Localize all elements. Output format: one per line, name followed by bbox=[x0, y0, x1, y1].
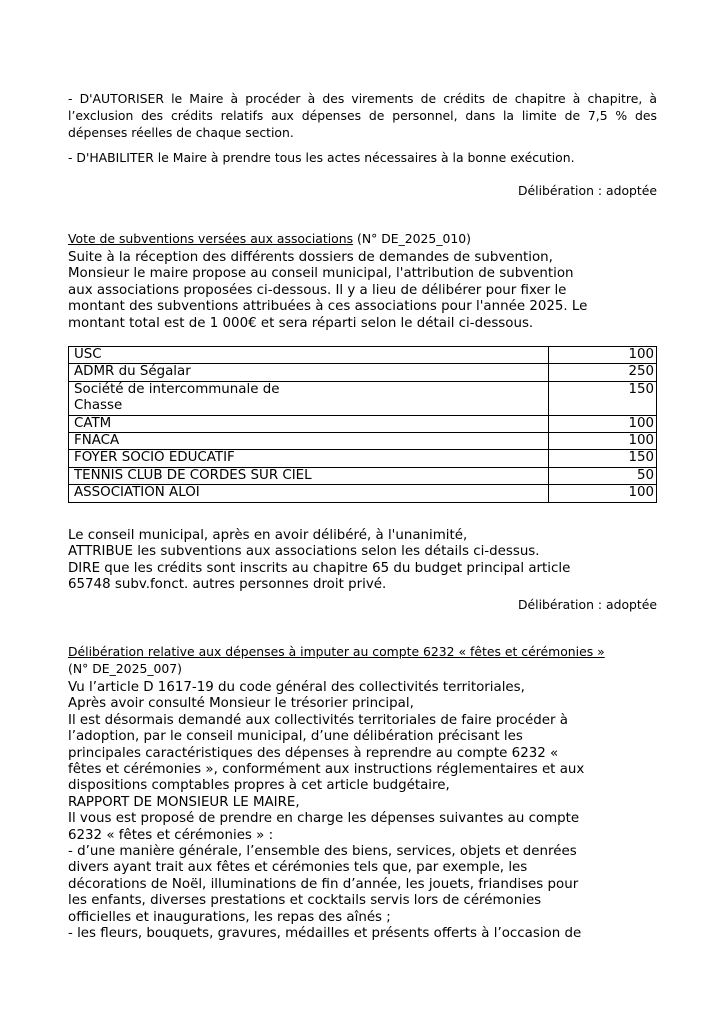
body-line: montant des subventions attribuées à ces associations pour l'année 2025. Le bbox=[68, 299, 588, 315]
table-row bbox=[69, 347, 657, 364]
subsidy-amount: 250 bbox=[549, 364, 657, 381]
section-ref: (N° DE_2025_010) bbox=[353, 231, 471, 246]
body-line: montant total est de 1 000€ et sera réparti selon le détail ci-dessous. bbox=[68, 315, 534, 331]
body-line: - les fleurs, bouquets, gravures, médailles et présents offerts à l’occasion de bbox=[68, 926, 582, 942]
subsidy-amount: 100 bbox=[549, 347, 657, 364]
section-title bbox=[68, 643, 657, 677]
association-name: FOYER SOCIO EDUCATIF bbox=[69, 450, 549, 467]
subsidies-table bbox=[68, 346, 657, 503]
body-line: officielles et inaugurations, les repas des aînés ; bbox=[68, 909, 391, 925]
subsidy-amount: 150 bbox=[549, 381, 657, 415]
deliberation-result: Délibération : adoptée bbox=[517, 183, 657, 198]
section-title-text: Délibération relative aux dépenses à imputer au compte 6232 « fêtes et cérémonies » bbox=[68, 644, 605, 659]
section-conclusion bbox=[68, 528, 657, 594]
authorize-paragraph: - D'AUTORISER le Maire à procéder à des virements de crédits de chapitre à chapitre, à l’exclusion des crédits relatifs aux dépenses de personnel, dans la limite de 7,5 % des dépenses réelles de chaque section. bbox=[68, 91, 657, 140]
body-line: fêtes et cérémonies », conformément aux instructions réglementaires et aux bbox=[68, 762, 585, 778]
association-name: TENNIS CLUB DE CORDES SUR CIEL bbox=[69, 467, 549, 484]
section-title bbox=[68, 230, 657, 247]
body-line: aux associations proposées ci-dessous. Il y a lieu de délibérer pour fixer le bbox=[68, 282, 567, 298]
table-row bbox=[69, 415, 657, 432]
body-line: Après avoir consulté Monsieur le trésorier principal, bbox=[68, 696, 414, 712]
body-line: Suite à la réception des différents dossiers de demandes de subvention, bbox=[68, 250, 553, 265]
body-line: les enfants, diverses prestations et cocktails servis lors de cérémonies bbox=[68, 893, 542, 909]
subsidy-amount: 100 bbox=[549, 485, 657, 502]
table-row bbox=[69, 450, 657, 467]
body-line: divers ayant trait aux fêtes et cérémonies tels que, par exemple, les bbox=[68, 860, 528, 876]
conclusion-line: Le conseil municipal, après en avoir délibéré, à l'unanimité, bbox=[68, 528, 468, 543]
body-line: - d’une manière générale, l’ensemble des biens, services, objets et denrées bbox=[68, 844, 577, 860]
conclusion-line: DIRE que les crédits sont inscrits au chapitre 65 du budget principal article bbox=[68, 560, 571, 576]
body-line: décorations de Noël, illuminations de fin d’année, les jouets, friandises pour bbox=[68, 876, 579, 892]
association-name: USC bbox=[69, 347, 549, 364]
section-title-text: Vote de subventions versées aux associations bbox=[68, 231, 354, 246]
body-line: Monsieur le maire propose au conseil municipal, l'attribution de subvention bbox=[68, 266, 574, 282]
subsidy-amount: 50 bbox=[549, 467, 657, 484]
association-name: FNACA bbox=[69, 433, 549, 450]
subsidy-amount: 100 bbox=[549, 433, 657, 450]
body-line: RAPPORT DE MONSIEUR LE MAIRE, bbox=[68, 794, 300, 810]
section-body bbox=[68, 250, 657, 332]
association-name: Société de intercommunale de Chasse bbox=[69, 381, 549, 415]
section-body bbox=[68, 680, 657, 943]
subsidy-amount: 100 bbox=[549, 415, 657, 432]
association-name: ASSOCIATION ALOI bbox=[69, 485, 549, 502]
table-row bbox=[69, 364, 657, 381]
table-row bbox=[69, 433, 657, 450]
deliberation-result: Délibération : adoptée bbox=[517, 597, 657, 612]
habilitate-paragraph: - D'HABILITER le Maire à prendre tous les actes nécessaires à la bonne exécution. bbox=[68, 150, 575, 165]
conclusion-line: ATTRIBUE les subventions aux associations selon les détails ci-dessus. bbox=[68, 544, 540, 560]
table-row bbox=[69, 381, 657, 415]
conclusion-line: 65748 subv.fonct. autres personnes droit privé. bbox=[68, 577, 387, 593]
association-name: ADMR du Ségalar bbox=[69, 364, 549, 381]
section-ref: (N° DE_2025_007) bbox=[68, 661, 183, 676]
body-line: Vu l’article D 1617-19 du code général des collectivités territoriales, bbox=[68, 680, 525, 695]
body-line: Il est désormais demandé aux collectivités territoriales de faire procéder à bbox=[68, 712, 568, 728]
subsidy-amount: 150 bbox=[549, 450, 657, 467]
table-row bbox=[69, 485, 657, 502]
table-row bbox=[69, 467, 657, 484]
body-line: l’adoption, par le conseil municipal, d’une délibération précisant les bbox=[68, 729, 523, 745]
body-line: 6232 « fêtes et cérémonies » : bbox=[68, 827, 274, 843]
body-line: Il vous est proposé de prendre en charge les dépenses suivantes au compte bbox=[68, 811, 580, 827]
body-line: principales caractéristiques des dépenses à reprendre au compte 6232 « bbox=[68, 745, 559, 761]
association-name: CATM bbox=[69, 415, 549, 432]
body-line: dispositions comptables propres à cet article budgétaire, bbox=[68, 778, 450, 794]
